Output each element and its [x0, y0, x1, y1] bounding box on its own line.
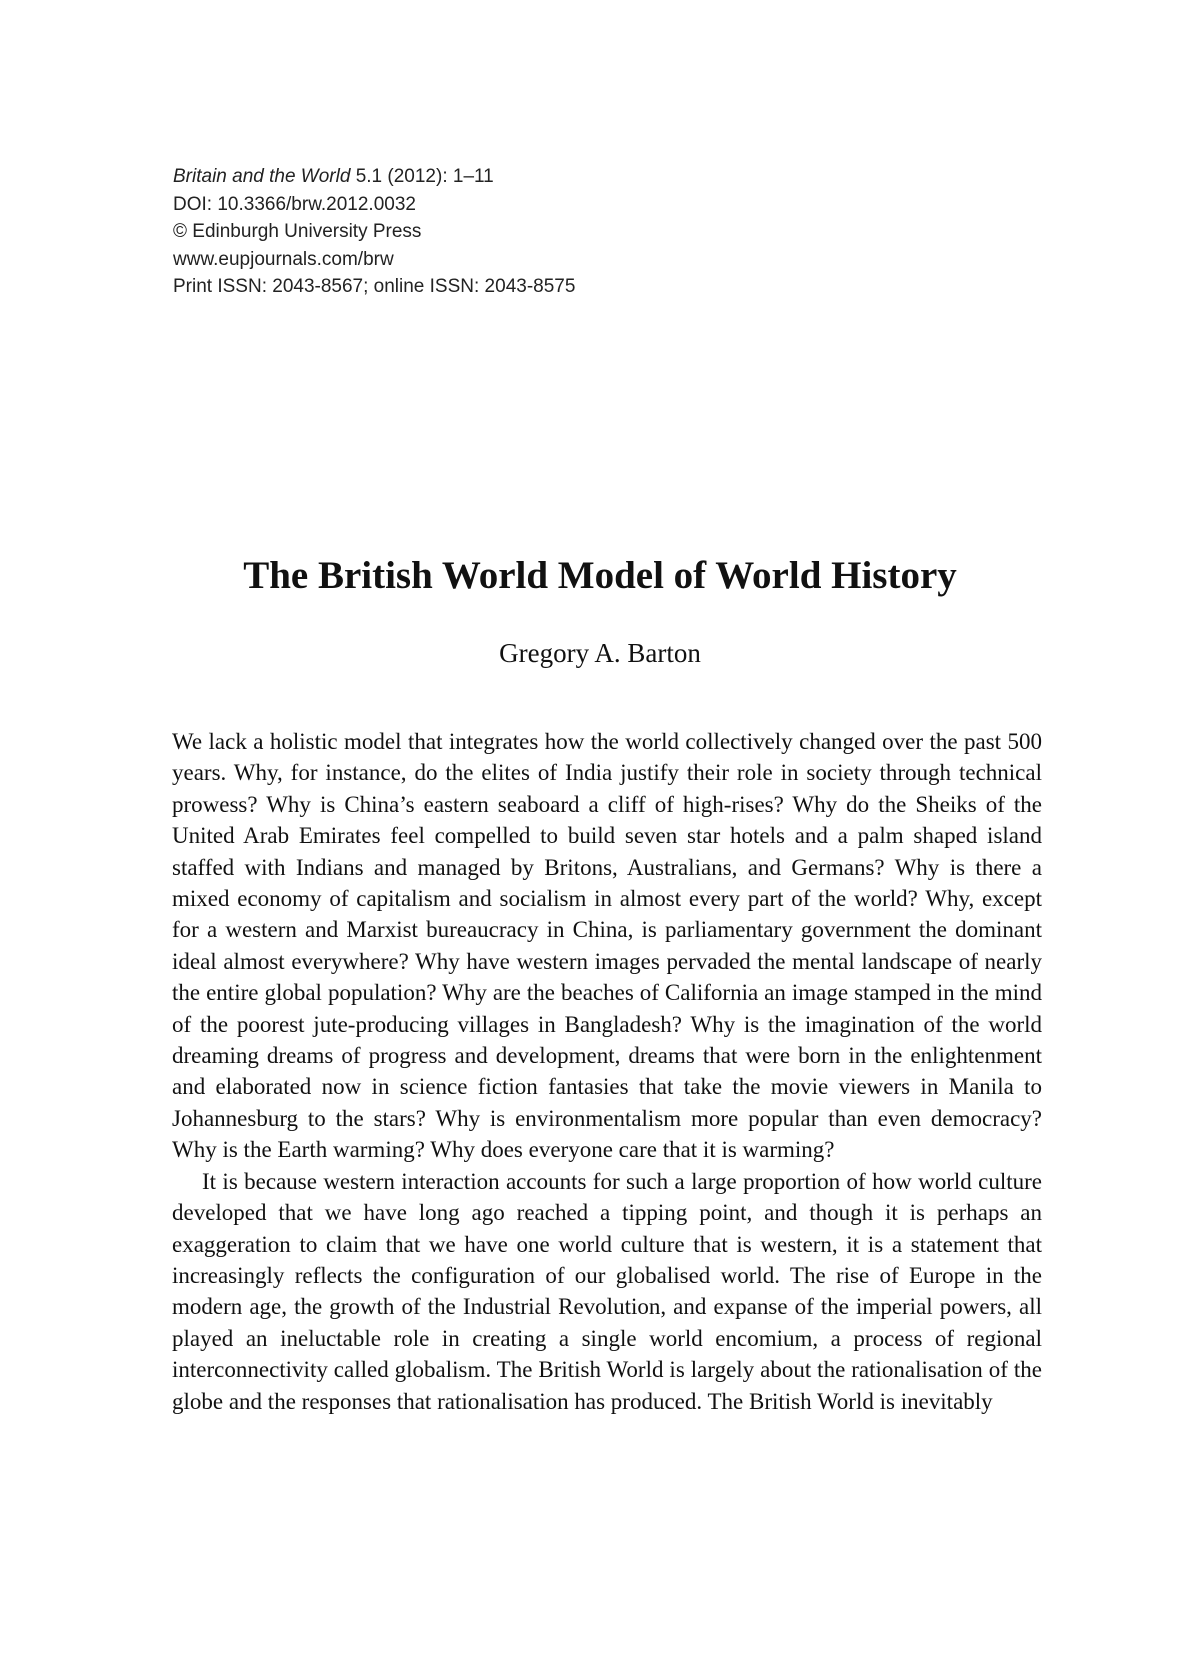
citation-line [173, 163, 873, 191]
website-line: www.eupjournals.com/brw [173, 248, 394, 270]
body-paragraph-1: We lack a holistic model that integrates how the world collectively changed over the past 500 years. Why, for instance, do the elites of India justify their role in society through technical prowess? Why is China’s eastern seaboard a cliff of high-rises? Why do the Sheiks of the United Arab Emirates feel compelled to build seven star hotels and a palm shaped island staffed with Indians and managed by Britons, Australians, and Germans? Why is there a mixed economy of capitalism and socialism in almost every part of the world? Why, except for a western and Marxist bureaucracy in China, is parliamentary government the dominant ideal almost everywhere? Why have western images pervaded the mental landscape of nearly the entire global population? Why are the beaches of California an image stamped in the mind of the poorest jute-producing villages in Bangladesh? Why is the imagination of the world dreaming dreams of progress and development, dreams that were born in the enlightenment and elaborated now in science fiction fantasies that take the movie viewers in Manila to Johannesburg to the stars? Why is environmentalism more popular than even democracy? Why is the Earth warming? Why does everyone care that it is warming? [172, 729, 1042, 1163]
article-body [172, 726, 1042, 1417]
copyright-line: © Edinburgh University Press [173, 221, 422, 242]
article-title: The British World Model of World History [243, 554, 957, 597]
issn-line: Print ISSN: 2043-8567; online ISSN: 2043-8575 [173, 276, 576, 297]
doi-line: DOI: 10.3366/brw.2012.0032 [173, 193, 416, 215]
citation-volume: 5.1 (2012): 1–11 [350, 166, 494, 187]
journal-header [173, 163, 873, 301]
article-author: Gregory A. Barton [499, 638, 701, 668]
journal-name: Britain and the World [173, 166, 351, 187]
body-paragraph-2: It is because western interaction accounts for such a large proportion of how world culture developed that we have long ago reached a tipping point, and though it is perhaps an exaggeration to claim that we have one world culture that is western, it is a statement that increasingly reflects the configuration of our globalised world. The rise of Europe in the modern age, the growth of the Industrial Revolution, and expanse of the imperial powers, all played an ineluctable role in creating a single world encomium, a process of regional interconnectivity called globalism. The British World is largely about the rationalisation of the globe and the responses that rationalisation has produced. The British World is inevitably [172, 1168, 1042, 1414]
